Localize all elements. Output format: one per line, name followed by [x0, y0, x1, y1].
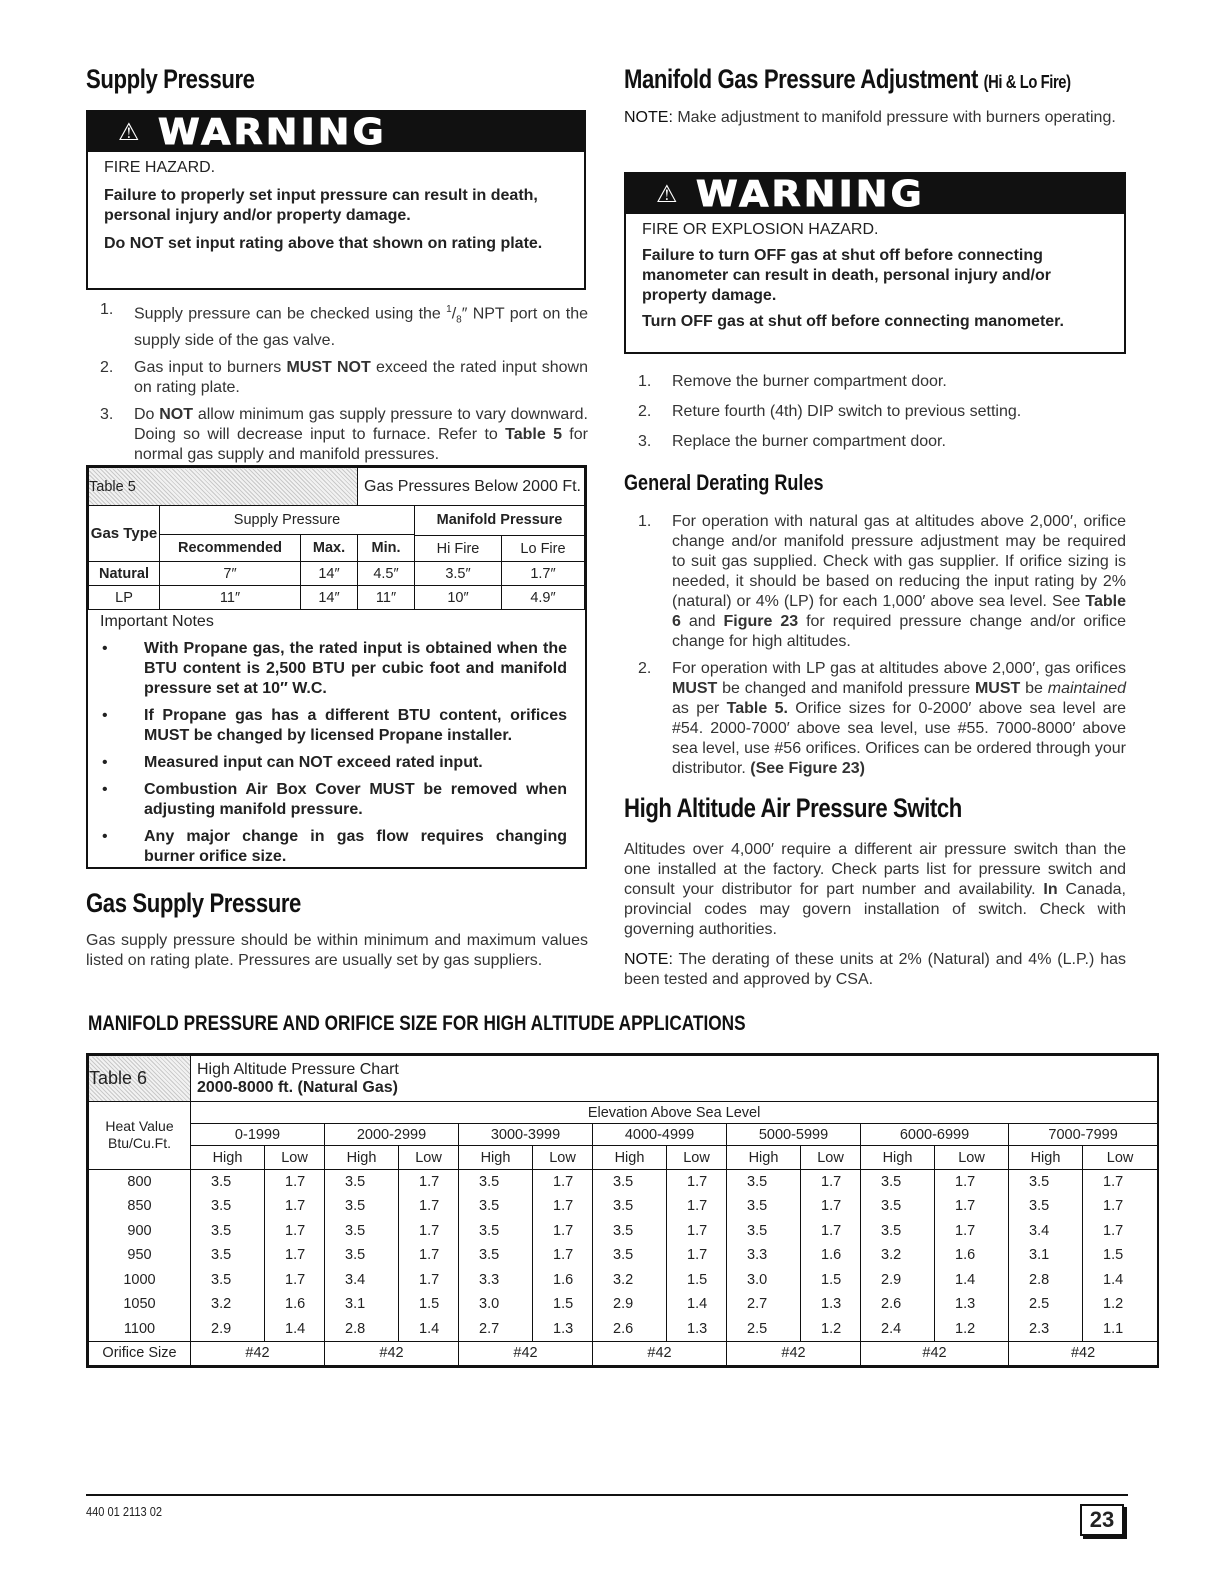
- pressure-cell: 1.7: [533, 1243, 593, 1268]
- table-5: [86, 465, 587, 869]
- pressure-cell: 3.5: [593, 1219, 667, 1244]
- list-item: 2. For operation with LP gas at altitudes above 2,000′, gas orifices MUST be changed and manifold pressure MUST be maintained as per Table 5. Orifice sizes for 0-2000′ above sea level are #54. 2000-7000′ above sea level, use #55. 7000-8000′ above sea level, use #56 orifices. Orifices can be ordered through your distributor. (See Figure 23): [638, 660, 1127, 777]
- header-high: High: [191, 1146, 265, 1170]
- orifice-label: Orifice Size: [89, 1341, 191, 1365]
- pressure-cell: 1.7: [801, 1219, 861, 1244]
- list-item: 1. For operation with natural gas at altitudes above 2,000′, orifice change and/or manifold pressure adjustment may be required to suit gas supplied. Check with gas supplier. If orifice sizing is needed, it should be based on reducing the input rating by 2% (natural) or 4% (LP) for each 1,000′ above sea level. See Table 6 and Figure 23 for required pressure change and/or orifice change for high altitudes.: [638, 513, 1126, 650]
- table-6-tag: Table 6: [89, 1056, 191, 1102]
- pressure-cell: 3.3: [459, 1268, 533, 1293]
- table-6: [86, 1053, 1159, 1368]
- important-notes: [88, 610, 585, 867]
- orifice-size-cell: #42: [861, 1341, 1009, 1365]
- table-5-title: Gas Pressures Below 2000 Ft.: [358, 468, 585, 506]
- pressure-cell: 1.4: [1083, 1268, 1158, 1293]
- manifold-note: NOTE: Make adjustment to manifold pressure with burners operating.: [624, 109, 1116, 126]
- pressure-cell: 1.7: [399, 1194, 459, 1219]
- pressure-cell: 1.2: [935, 1317, 1009, 1342]
- derating-note: NOTE: The derating of these units at 2% (Natural) and 4% (L.P.) has been tested and approved by CSA.: [624, 951, 1126, 988]
- header-low: Low: [667, 1146, 727, 1170]
- header-range: 6000-6999: [861, 1124, 1009, 1146]
- pressure-cell: 3.5: [459, 1170, 533, 1195]
- warning-hazard: FIRE OR EXPLOSION HAZARD.: [642, 221, 879, 238]
- pressure-cell: 1.7: [265, 1194, 325, 1219]
- pressure-cell: 1.7: [935, 1219, 1009, 1244]
- pressure-cell: 1.4: [399, 1317, 459, 1342]
- pressure-cell: 1.7: [399, 1219, 459, 1244]
- notes-title: Important Notes: [100, 613, 214, 630]
- header-low: Low: [265, 1146, 325, 1170]
- pressure-cell: 1.6: [533, 1268, 593, 1293]
- pressure-cell: 3.5: [191, 1219, 265, 1244]
- pressure-cell: 3.5: [191, 1243, 265, 1268]
- footer-rule: [86, 1494, 1128, 1496]
- pressure-cell: 2.7: [727, 1292, 801, 1317]
- pressure-cell: 1.7: [399, 1243, 459, 1268]
- pressure-cell: 3.1: [1009, 1243, 1083, 1268]
- header-low: Low: [533, 1146, 593, 1170]
- pressure-cell: 1.5: [1083, 1243, 1158, 1268]
- pressure-cell: 1.7: [533, 1170, 593, 1195]
- pressure-cell: 1.5: [801, 1268, 861, 1293]
- altitude-switch-title: High Altitude Air Pressure Switch: [624, 793, 962, 823]
- pressure-cell: 3.0: [459, 1292, 533, 1317]
- orifice-size-cell: #42: [593, 1341, 727, 1365]
- pressure-cell: 2.9: [861, 1268, 935, 1293]
- pressure-cell: 2.5: [1009, 1292, 1083, 1317]
- list-item: • With Propane gas, the rated input is obtained when the BTU content is 2,500 BTU per cubic foot and manifold pressure set at 10″ W.C.: [102, 640, 567, 697]
- table-row: [89, 1268, 1158, 1293]
- list-item: 3. Replace the burner compartment door.: [638, 433, 946, 450]
- header-low: Low: [1083, 1146, 1158, 1170]
- pressure-cell: 1.1: [1083, 1317, 1158, 1342]
- pressure-cell: 3.5: [593, 1194, 667, 1219]
- pressure-cell: 1.7: [265, 1219, 325, 1244]
- heat-value-cell: 1100: [89, 1317, 191, 1342]
- header-low: Low: [399, 1146, 459, 1170]
- pressure-cell: 1.4: [935, 1268, 1009, 1293]
- pressure-cell: 1.3: [935, 1292, 1009, 1317]
- supply-pressure-steps: [86, 300, 588, 472]
- pressure-cell: 3.5: [727, 1194, 801, 1219]
- header-high: High: [861, 1146, 935, 1170]
- header-hi-fire: Hi Fire: [415, 536, 502, 562]
- pressure-cell: 1.7: [533, 1219, 593, 1244]
- pressure-cell: 2.6: [861, 1292, 935, 1317]
- pressure-cell: 1.7: [399, 1170, 459, 1195]
- pressure-cell: 2.3: [1009, 1317, 1083, 1342]
- pressure-cell: 1.2: [801, 1317, 861, 1342]
- pressure-cell: 1.3: [801, 1292, 861, 1317]
- warning-label: WARNING: [695, 173, 925, 215]
- table-row: Natural 7″ 14″ 4.5″ 3.5″ 1.7″: [89, 562, 585, 586]
- pressure-cell: 3.2: [191, 1292, 265, 1317]
- pressure-cell: 1.6: [935, 1243, 1009, 1268]
- pressure-cell: 1.5: [399, 1292, 459, 1317]
- pressure-cell: 3.5: [459, 1243, 533, 1268]
- heat-value-cell: 850: [89, 1194, 191, 1219]
- header-high: High: [459, 1146, 533, 1170]
- doc-number: 440 01 2113 02: [86, 1504, 162, 1519]
- pressure-cell: 3.5: [861, 1219, 935, 1244]
- header-manifold-pressure: Manifold Pressure: [415, 506, 585, 536]
- warning-hazard: FIRE HAZARD.: [104, 159, 216, 176]
- header-supply-pressure: Supply Pressure: [160, 506, 415, 535]
- pressure-cell: 1.4: [265, 1317, 325, 1342]
- pressure-cell: 1.3: [533, 1317, 593, 1342]
- gas-supply-text: Gas supply pressure should be within minimum and maximum values listed on rating plate. Pressures are usually set by gas suppliers.: [86, 932, 588, 969]
- orifice-size-cell: #42: [727, 1341, 861, 1365]
- pressure-cell: 2.8: [325, 1317, 399, 1342]
- orifice-size-row: [89, 1341, 1158, 1365]
- warning-box-fire-hazard: [86, 110, 586, 290]
- altitude-switch-text: Altitudes over 4,000′ require a different air pressure switch than the one installed at the factory. Check parts list for pressure switch and consult your distributor for part number and availability. In Canada, provincial codes may govern installation of switch. Check with governing authorities.: [624, 841, 1127, 938]
- table-row: [89, 1292, 1158, 1317]
- heat-value-cell: 800: [89, 1170, 191, 1195]
- pressure-cell: 3.5: [861, 1170, 935, 1195]
- pressure-cell: 1.2: [1083, 1292, 1158, 1317]
- warning-box-explosion-hazard: [624, 172, 1126, 354]
- manifold-steps: [624, 372, 1124, 459]
- pressure-cell: 3.4: [325, 1268, 399, 1293]
- pressure-cell: 3.0: [727, 1268, 801, 1293]
- warning-text-1: Failure to turn OFF gas at shut off before connecting manometer can result in death, personal injury and/or property damage.: [642, 247, 1051, 304]
- header-elevation: Elevation Above Sea Level: [191, 1102, 1158, 1124]
- heat-value-cell: 1000: [89, 1268, 191, 1293]
- pressure-cell: 1.6: [801, 1243, 861, 1268]
- warning-text-1: Failure to properly set input pressure can result in death, personal injury and/or property damage.: [104, 187, 538, 224]
- pressure-cell: 3.1: [325, 1292, 399, 1317]
- header-high: High: [593, 1146, 667, 1170]
- header-min: Min.: [358, 535, 415, 562]
- heat-value-cell: 900: [89, 1219, 191, 1244]
- warning-label: WARNING: [157, 111, 387, 153]
- list-item: • Measured input can NOT exceed rated input.: [102, 754, 483, 771]
- pressure-cell: 3.5: [1009, 1170, 1083, 1195]
- pressure-cell: 3.5: [727, 1219, 801, 1244]
- header-range: 2000-2999: [325, 1124, 459, 1146]
- page-number: 23: [1080, 1504, 1124, 1536]
- header-range: 4000-4999: [593, 1124, 727, 1146]
- header-gas-type: Gas Type: [89, 506, 160, 562]
- header-high: High: [325, 1146, 399, 1170]
- table-6-title: High Altitude Pressure Chart 2000-8000 ft. (Natural Gas): [191, 1056, 1158, 1102]
- list-item: • Combustion Air Box Cover MUST be removed when adjusting manifold pressure.: [102, 781, 567, 818]
- header-range: 0-1999: [191, 1124, 325, 1146]
- table-row: LP 11″ 14″ 11″ 10″ 4.9″: [89, 586, 585, 610]
- orifice-size-cell: #42: [191, 1341, 325, 1365]
- pressure-cell: 1.7: [265, 1170, 325, 1195]
- pressure-cell: 1.7: [1083, 1194, 1158, 1219]
- pressure-cell: 1.7: [667, 1170, 727, 1195]
- pressure-cell: 3.2: [861, 1243, 935, 1268]
- warning-text-2: Do NOT set input rating above that shown on rating plate.: [104, 235, 543, 252]
- pressure-cell: 1.7: [265, 1243, 325, 1268]
- derating-rules: [624, 512, 1126, 786]
- pressure-cell: 1.7: [399, 1268, 459, 1293]
- pressure-cell: 1.7: [935, 1194, 1009, 1219]
- list-item: 2. Reture fourth (4th) DIP switch to previous setting.: [638, 403, 1022, 420]
- pressure-cell: 1.7: [1083, 1170, 1158, 1195]
- warning-header: [88, 112, 584, 152]
- warning-triangle-icon: ⚠: [118, 118, 140, 146]
- header-low: Low: [801, 1146, 861, 1170]
- pressure-cell: 1.7: [1083, 1219, 1158, 1244]
- pressure-cell: 3.5: [191, 1170, 265, 1195]
- pressure-cell: 2.9: [191, 1317, 265, 1342]
- pressure-cell: 3.4: [1009, 1219, 1083, 1244]
- orifice-size-cell: #42: [325, 1341, 459, 1365]
- header-low: Low: [935, 1146, 1009, 1170]
- pressure-cell: 1.7: [801, 1194, 861, 1219]
- header-high: High: [1009, 1146, 1083, 1170]
- orifice-size-cell: #42: [459, 1341, 593, 1365]
- header-heat-value: Heat Value Btu/Cu.Ft.: [89, 1102, 191, 1170]
- table-row: [89, 1194, 1158, 1219]
- table-row: [89, 1317, 1158, 1342]
- pressure-cell: 2.6: [593, 1317, 667, 1342]
- pressure-cell: 1.4: [667, 1292, 727, 1317]
- pressure-cell: 3.2: [593, 1268, 667, 1293]
- pressure-cell: 2.4: [861, 1317, 935, 1342]
- pressure-cell: 1.7: [533, 1194, 593, 1219]
- table-row: [89, 1219, 1158, 1244]
- pressure-cell: 1.7: [265, 1268, 325, 1293]
- header-recommended: Recommended: [160, 535, 301, 562]
- pressure-cell: 3.5: [191, 1268, 265, 1293]
- pressure-cell: 2.5: [727, 1317, 801, 1342]
- derating-title: General Derating Rules: [624, 470, 824, 495]
- gas-supply-pressure-title: Gas Supply Pressure: [86, 888, 301, 918]
- warning-text-2: Turn OFF gas at shut off before connecting manometer.: [642, 313, 1064, 330]
- heat-value-cell: 950: [89, 1243, 191, 1268]
- high-low-header-row: [89, 1146, 1158, 1170]
- list-item: 1. Supply pressure can be checked using the $^1/_8''$ NPT port on the supply side of the gas valve.: [100, 301, 589, 349]
- header-max: Max.: [301, 535, 358, 562]
- pressure-cell: 1.7: [667, 1194, 727, 1219]
- pressure-cell: 1.7: [801, 1170, 861, 1195]
- table-row: [89, 1243, 1158, 1268]
- list-item: 1. Remove the burner compartment door.: [638, 373, 947, 390]
- list-item: 3. Do NOT allow minimum gas supply pressure to vary downward. Doing so will decrease input to furnace. Refer to Table 5 for normal gas supply and manifold pressures.: [100, 405, 588, 463]
- warning-triangle-icon: ⚠: [656, 180, 678, 208]
- orifice-size-cell: #42: [1009, 1341, 1158, 1365]
- pressure-cell: 1.5: [667, 1268, 727, 1293]
- table-6-heading: MANIFOLD PRESSURE AND ORIFICE SIZE FOR HIGH ALTITUDE APPLICATIONS: [88, 1012, 746, 1035]
- pressure-cell: 3.5: [459, 1194, 533, 1219]
- manifold-adjustment-title: Manifold Gas Pressure Adjustment (Hi & Lo Fire): [624, 64, 1071, 94]
- pressure-cell: 1.3: [667, 1317, 727, 1342]
- pressure-cell: 3.5: [1009, 1194, 1083, 1219]
- pressure-cell: 1.7: [667, 1219, 727, 1244]
- pressure-cell: 2.7: [459, 1317, 533, 1342]
- pressure-cell: 3.3: [727, 1243, 801, 1268]
- pressure-cell: 3.5: [861, 1194, 935, 1219]
- pressure-cell: 3.5: [325, 1170, 399, 1195]
- pressure-cell: 3.5: [593, 1243, 667, 1268]
- pressure-cell: 2.8: [1009, 1268, 1083, 1293]
- header-range: 5000-5999: [727, 1124, 861, 1146]
- pressure-cell: 2.9: [593, 1292, 667, 1317]
- pressure-cell: 1.7: [935, 1170, 1009, 1195]
- pressure-cell: 3.5: [191, 1194, 265, 1219]
- heat-value-cell: 1050: [89, 1292, 191, 1317]
- pressure-cell: 3.5: [727, 1170, 801, 1195]
- pressure-cell: 3.5: [325, 1243, 399, 1268]
- header-range: 7000-7999: [1009, 1124, 1158, 1146]
- pressure-cell: 1.5: [533, 1292, 593, 1317]
- pressure-cell: 3.5: [325, 1194, 399, 1219]
- table-5-tag: Table 5: [89, 468, 358, 506]
- header-range: 3000-3999: [459, 1124, 593, 1146]
- pressure-cell: 3.5: [593, 1170, 667, 1195]
- pressure-cell: 1.6: [265, 1292, 325, 1317]
- pressure-cell: 3.5: [459, 1219, 533, 1244]
- supply-pressure-title: Supply Pressure: [86, 64, 255, 94]
- header-high: High: [727, 1146, 801, 1170]
- warning-header: [626, 174, 1124, 214]
- table-row: [89, 1170, 1158, 1195]
- list-item: • Any major change in gas flow requires changing burner orifice size.: [102, 828, 567, 865]
- pressure-cell: 1.7: [667, 1243, 727, 1268]
- pressure-cell: 3.5: [325, 1219, 399, 1244]
- list-item: • If Propane gas has a different BTU content, orifices MUST be changed by licensed Propane installer.: [102, 707, 567, 744]
- header-lo-fire: Lo Fire: [502, 536, 585, 562]
- list-item: 2. Gas input to burners MUST NOT exceed the rated input shown on rating plate.: [100, 358, 589, 396]
